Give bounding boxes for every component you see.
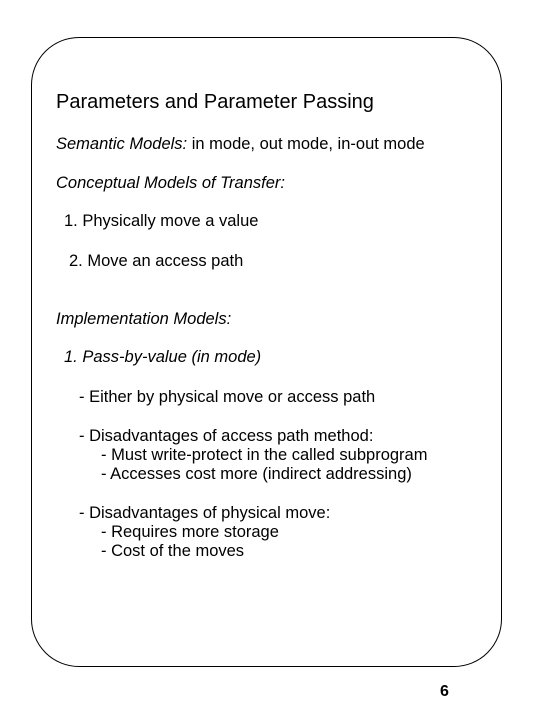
page-number: 6 <box>440 683 449 700</box>
point-access-path-disadvantages: - Disadvantages of access path method: <box>79 427 374 445</box>
point-physical-move-disadvantages: - Disadvantages of physical move: <box>79 504 331 522</box>
sub-point-more-storage: - Requires more storage <box>101 523 279 541</box>
implementation-item-1: 1. Pass-by-value (in mode) <box>64 348 262 366</box>
implementation-models-label: Implementation Models: <box>56 310 232 328</box>
point-physical-or-access: - Either by physical move or access path <box>79 388 376 406</box>
semantic-models-line <box>56 135 425 154</box>
semantic-models-text: in mode, out mode, in-out mode <box>187 135 425 153</box>
conceptual-item-2: 2. Move an access path <box>69 252 244 270</box>
sub-point-write-protect: - Must write-protect in the called subprogram <box>101 446 428 464</box>
conceptual-models-label: Conceptual Models of Transfer: <box>56 174 285 192</box>
semantic-models-label: Semantic Models: <box>56 135 188 153</box>
sub-point-cost-of-moves: - Cost of the moves <box>101 542 245 560</box>
slide-title: Parameters and Parameter Passing <box>56 91 374 113</box>
sub-point-indirect-addressing: - Accesses cost more (indirect addressing) <box>101 465 412 483</box>
conceptual-item-1: 1. Physically move a value <box>64 212 259 230</box>
